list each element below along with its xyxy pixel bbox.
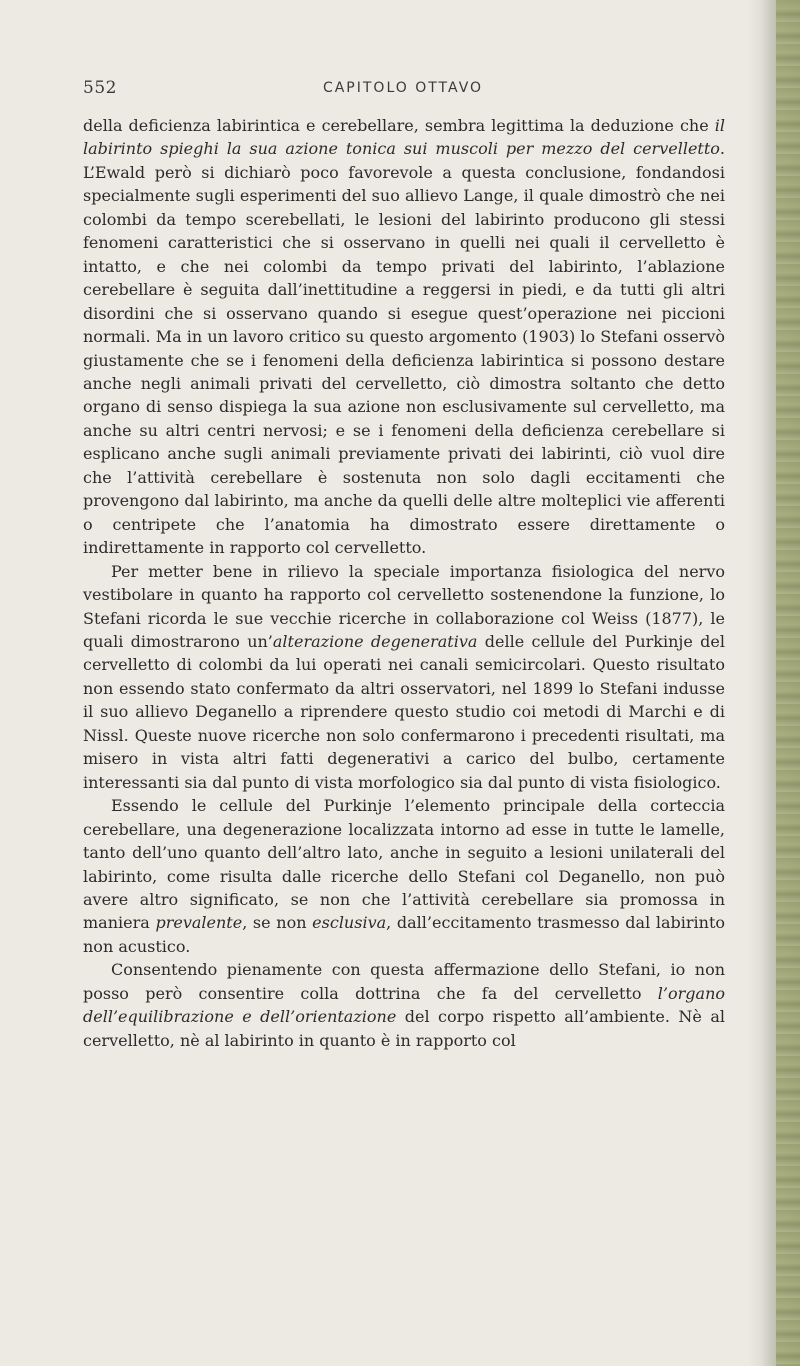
text-run: . L’Ewald però si dichiarò poco favorevole a questa conclusione, fondandosi specialmente sugli esperimenti del suo allievo Lange, il quale dimostrò che nei colombi da tempo scerebellati, le lesioni del labirinto producono gli stessi fenomeni caratteristici che si osservano in quelli nei quali il cervelletto è intatto, e che nei colombi da tempo privati del labirinto, l’ablazione cerebellare è seguita dall’inettitudine a reggersi in piedi, e da tutti gli altri disordini che si osservano quando si esegue quest’operazione nei piccioni normali. Ma in un lavoro critico su questo argomento (1903) lo Stefani osservò giustamente che se i fenomeni della deficienza labirintica si possono destare anche negli animali privati del cervelletto, ciò dimostra soltanto che detto organo di senso dispiega la sua azione non esclusivamente sul cervelletto, ma anche su altri centri nervosi; e se i fenomeni della deficienza cerebellare si esplicano anche sugli animali previamente privati dei labirinti, ciò vuol dire che l’attività cerebellare è sostenuta non solo dagli eccitamenti che provengono dal labirinto, ma anche da quelli delle altre molteplici vie afferenti o centripete che l’anatomia ha dimostrato essere direttamente o indirettamente in rapporto col cervelletto. xyxy=(83,139,725,558)
paragraph-2 xyxy=(83,560,725,795)
text-run: Consentendo pienamente con questa affermazione dello Stefani, io non posso però consentire colla dottrina che fa del cervelletto xyxy=(83,960,725,1003)
text-run: , dall’eccitamento trasmesso dal labirinto non acustico. xyxy=(83,913,726,956)
body-text xyxy=(83,114,725,1052)
book-edge xyxy=(776,0,800,1366)
text-run: Per metter bene in rilievo la speciale importanza fisiologica del nervo vestibolare in quanto ha rapporto col cervelletto sostenendone la funzione, lo Stefani ricorda le sue vecchie ricerche in collaborazione col Weiss (1877), le quali dimostrarono un’ xyxy=(83,561,725,651)
italic-text: prevalente xyxy=(155,913,243,933)
text-run: della deficienza labirintica e cerebellare, sembra legittima la deduzione che xyxy=(83,116,715,135)
text-run: del corpo rispetto all’ambiente. Nè al cervelletto, nè al labirinto in quanto è in rapporto col xyxy=(83,1007,725,1050)
running-head: CAPITOLO OTTAVO xyxy=(322,80,484,96)
text-run: Essendo le cellule del Purkinje l’elemento principale della corteccia cerebellare, una degenerazione localizzata intorno ad esse in tutte le lamelle, tanto dell’uno quanto dell’altro lato, anche in seguito a lesioni unilaterali del labirinto, come risulta dalle ricerche dello Stefani col Deganello, non può avere altro significato, se non che l’attività cerebellare sia promossa in maniera xyxy=(83,796,725,933)
italic-text: esclusiva xyxy=(312,913,387,933)
italic-text: il labirinto spieghi la sua azione tonica sui muscoli per mezzo del cervelletto xyxy=(83,116,725,159)
italic-text: alterazione degenerativa xyxy=(272,631,478,651)
text-run: , se non xyxy=(242,913,313,933)
paragraph-3 xyxy=(83,794,725,958)
page-header xyxy=(83,78,723,102)
page-number: 552 xyxy=(83,78,117,98)
text-run: delle cellule del Purkinje del cervelletto di colombi da lui operati nei canali semicircolari. Questo risultato non essendo stato confermato da altri osservatori, nel 1899 lo Stefani indusse il suo allievo Deganello a riprendere questo studio coi metodi di Marchi e di Nissl. Queste nuove ricerche non solo confermarono i precedenti risultati, ma misero in vista altri fatti degenerativi a carico del bulbo, certamente interessanti sia dal punto di vista morfologico sia dal punto di vista fisiologico. xyxy=(83,631,725,792)
italic-text: l’organo dell’equilibrazione e dell’orientazione xyxy=(83,983,725,1027)
paragraph-4 xyxy=(83,958,725,1052)
paragraph-1 xyxy=(83,114,725,560)
